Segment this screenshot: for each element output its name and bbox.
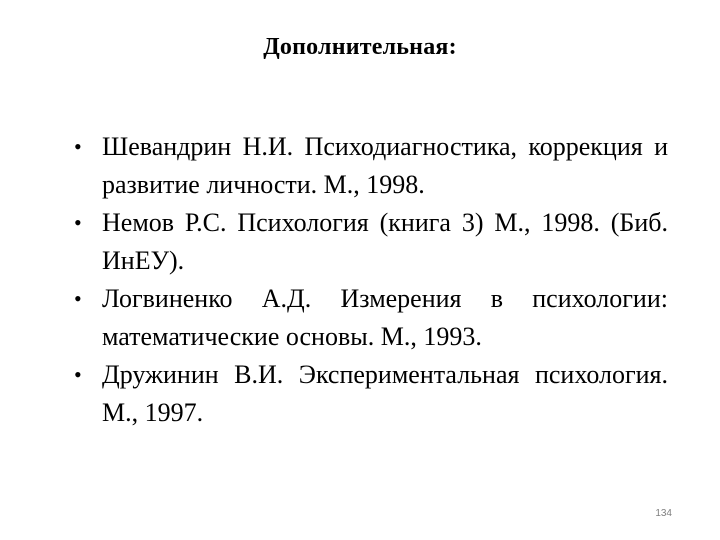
reference-item xyxy=(72,204,668,280)
bullet-icon: • xyxy=(74,286,82,311)
reference-text: Логвиненко А.Д. Измерения в психологии: математические основы. М., 1993. xyxy=(102,284,668,351)
reference-text: Шевандрин Н.И. Психодиагностика, коррекция и развитие личности. М., 1998. xyxy=(102,132,668,199)
reference-text: Дружинин В.И. Экспериментальная психология. М., 1997. xyxy=(102,360,668,427)
slide-title: Дополнительная: xyxy=(263,34,457,60)
reference-item xyxy=(72,280,668,356)
reference-item xyxy=(72,128,668,204)
references-list xyxy=(72,128,668,432)
reference-text: Немов Р.С. Психология (книга 3) М., 1998. (Биб. ИнЕУ). xyxy=(102,208,668,275)
bullet-icon: • xyxy=(74,210,82,235)
bullet-icon: • xyxy=(74,362,82,387)
page-number: 134 xyxy=(655,508,672,519)
reference-item xyxy=(72,356,668,432)
bullet-icon: • xyxy=(74,134,82,159)
